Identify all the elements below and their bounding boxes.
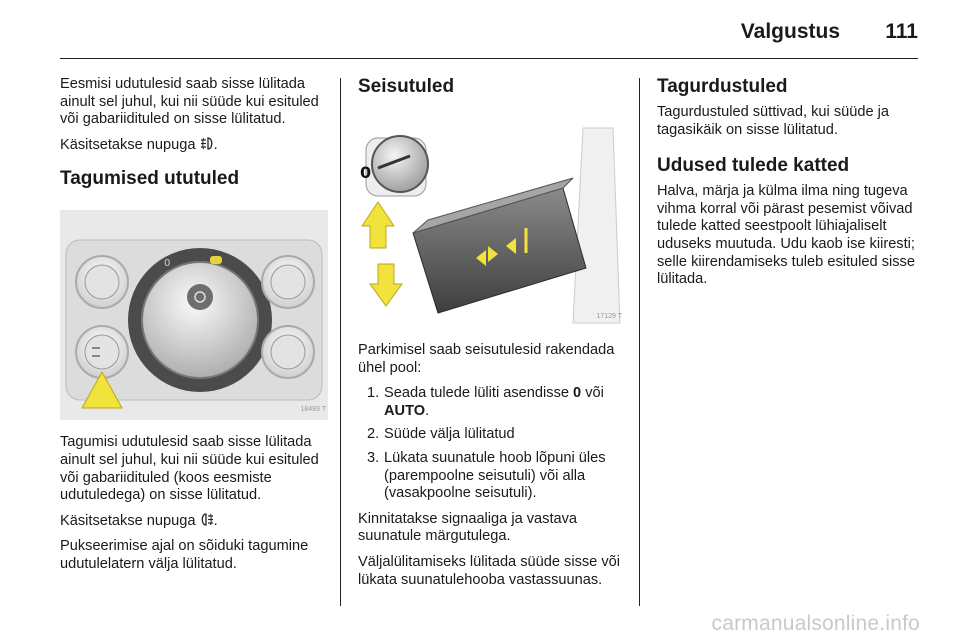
column-divider bbox=[639, 78, 640, 606]
section-heading: Tagurdustuled bbox=[657, 76, 788, 97]
paragraph: Halva, märja ja külma ilma ning tugeva vihma korral või pärast pesemist võivad tulede katted seestpoolt lühiajaliselt uduseks muutuda. Udu kaob ise kiiresti; selle kiirendamiseks tuleb esituled sisse lülitada. bbox=[657, 183, 915, 288]
column-2 bbox=[358, 76, 626, 597]
steps-list bbox=[358, 385, 626, 503]
light-switch-figure bbox=[60, 210, 328, 420]
page-number: 111 bbox=[885, 20, 918, 43]
list-item: 2. Süüde välja lülitatud bbox=[367, 426, 515, 443]
paragraph: Väljalülitamiseks lülitada süüde sisse või lükata suunatulehooba vastassuunas. bbox=[358, 553, 621, 588]
section-heading: Udused tulede katted bbox=[657, 155, 850, 177]
turn-signal-lever-illustration bbox=[358, 108, 624, 328]
page-header bbox=[0, 0, 960, 58]
paragraph: Käsitsetakse nupuga . bbox=[60, 512, 218, 529]
figure-code: 17129 T bbox=[596, 313, 622, 321]
paragraph: Tagumisi udutulesid saab sisse lülitada ainult sel juhul, kui nii süüde kui esituled või gabariidituled (koos eesmiste udutuledega) on sisse lülitatud. bbox=[60, 434, 319, 504]
page-title: Valgustus bbox=[740, 20, 840, 43]
paragraph: Parkimisel saab seisutulesid rakendada ühel pool: bbox=[358, 342, 615, 376]
paragraph: Kinnitatakse signaaliga ja vastava suunatule märgutulega. bbox=[358, 510, 578, 545]
paragraph: Käsitsetakse nupuga . bbox=[60, 136, 218, 153]
paragraph: Eesmisi udutulesid saab sisse lülitada ainult sel juhul, kui nii süüde kui esituled või gabariidituled on sisse lülitatud. bbox=[60, 76, 319, 128]
watermark: carmanualsonline.info bbox=[711, 612, 920, 635]
column-1 bbox=[60, 76, 328, 582]
rear-fog-light-icon bbox=[200, 513, 214, 526]
light-switch-illustration bbox=[60, 210, 328, 420]
column-divider bbox=[340, 78, 341, 606]
switch-position-label: 0 bbox=[360, 163, 372, 182]
front-fog-light-icon bbox=[200, 137, 214, 150]
list-item: 1. Seada tulede lüliti asendisse 0 või AUTO. bbox=[367, 385, 604, 419]
section-heading: Tagumised ututuled bbox=[60, 168, 240, 190]
section-heading: Seisutuled bbox=[358, 76, 455, 97]
paragraph: Pukseerimise ajal on sõiduki tagumine udutulelatern välja lülitatud. bbox=[60, 538, 309, 572]
column-3 bbox=[657, 76, 921, 297]
header-rule bbox=[60, 58, 918, 59]
svg-text:0: 0 bbox=[164, 258, 171, 270]
turn-signal-lever-figure bbox=[358, 108, 624, 328]
list-item: 3. Lükata suunatule hoob lõpuni üles (parempoolne seisutuli) või alla (vasakpoolne seisutuli). bbox=[367, 449, 606, 502]
figure-code: 18493 T bbox=[300, 405, 326, 413]
paragraph: Tagurdustuled süttivad, kui süüde ja tagasikäik on sisse lülitatud. bbox=[657, 104, 890, 138]
